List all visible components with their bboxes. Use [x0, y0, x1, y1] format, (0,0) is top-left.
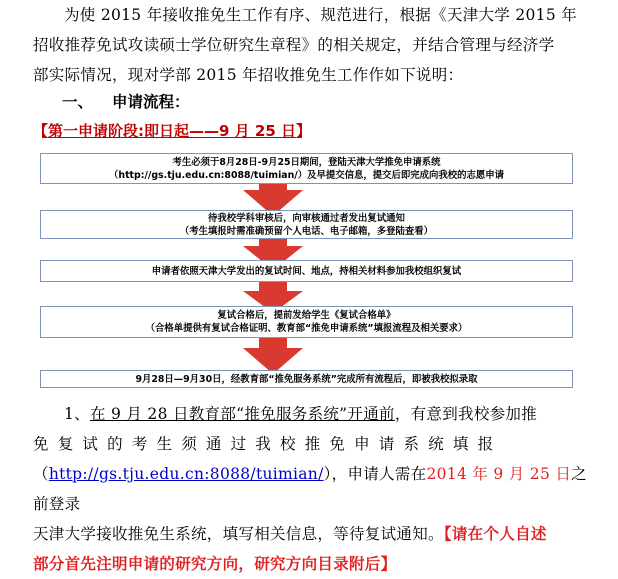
note-line-1-tail: ，有意到我校参加推: [394, 405, 538, 423]
note-line-1: [33, 399, 599, 429]
registration-link[interactable]: http://gs.tju.edu.cn:8088/tuimian/: [48, 465, 324, 483]
stage-title-text: 第一申请阶段:即日起——9 月 25 日: [48, 122, 296, 140]
flow-step-3: [40, 260, 573, 282]
note-prefix: 1、: [64, 405, 90, 423]
note-line-4: [33, 519, 599, 549]
intro-line-3: 部实际情况，现对学部 2015 年招收推免生工作作如下说明：: [33, 66, 464, 84]
note-deadline: 2014 年 9 月 25 日: [426, 465, 572, 483]
note-underlined: 在 9 月 28 日教育部“推免服务系统”开通前: [89, 405, 395, 423]
note-highlight-b: 部分首先注明申请的研究方向，研究方向目录附后】: [33, 554, 397, 573]
intro-line-2: 招收推荐免试攻读硕士学位研究生章程》的相关规定，并结合管理与经济学: [33, 36, 555, 54]
note-line-3-tail: 之前登录: [33, 465, 587, 513]
note-paragraph: [33, 399, 599, 579]
stage-bracket-close: 】: [296, 122, 312, 140]
intro-line-1: 为使 2015 年接收推免生工作有序、规范进行，根据《天津大学 2015 年: [64, 6, 578, 24]
flow-step-4-line-2: （合格单提供有复试合格证明、教育部“推免申请系统”填报流程及相关要求）: [145, 323, 468, 334]
flow-step-1-line-1: 考生必须于8月28日-9月25日期间，登陆天津大学推免申请系统: [172, 156, 441, 168]
note-line-3: [33, 459, 599, 519]
flow-step-1-line-2: （http://gs.tju.edu.cn:8088/tuimian/）及早提交信息，提交后即完成向我校的志愿申请: [109, 169, 504, 181]
stage-bracket-open: 【: [33, 122, 49, 140]
flow-step-4-line-1: 复试合格后，提前发给学生《复试合格单》: [217, 310, 396, 321]
flow-step-5: [40, 370, 573, 388]
flow-step-5-line-1: 9月28日—9月30日，经教育部“推免服务系统”完成所有流程后，即被我校拟录取: [135, 373, 478, 385]
note-highlight-a: 【请在个人自述: [443, 524, 547, 543]
flow-step-2-line-2: （考生填报时需准确预留个人电话、电子邮箱，多登陆查看）: [179, 225, 434, 237]
flow-arrow-4: [243, 334, 303, 374]
note-paren-open: （: [33, 465, 49, 483]
section-title: 申请流程：: [112, 93, 190, 111]
flow-step-3-line-1: 申请者依照天津大学发出的复试时间、地点，持相关材料参加我校组织复试: [151, 265, 462, 277]
note-line-4-head: 天津大学接收推免生系统，填写相关信息，等待复试通知。: [33, 525, 444, 543]
note-line-5: [33, 549, 599, 579]
flow-step-1: [40, 153, 573, 184]
flow-step-4: [40, 306, 573, 338]
section-number: 一、: [62, 93, 94, 111]
note-line-2: 免复试的考生须通过我校推免申请系统填报: [33, 435, 503, 453]
flow-step-2-line-1: 待我校学科审核后，向审核通过者发出复试通知: [208, 212, 405, 224]
note-line-3-mid: ），申请人需在: [323, 465, 427, 483]
flow-step-2: [40, 210, 573, 239]
